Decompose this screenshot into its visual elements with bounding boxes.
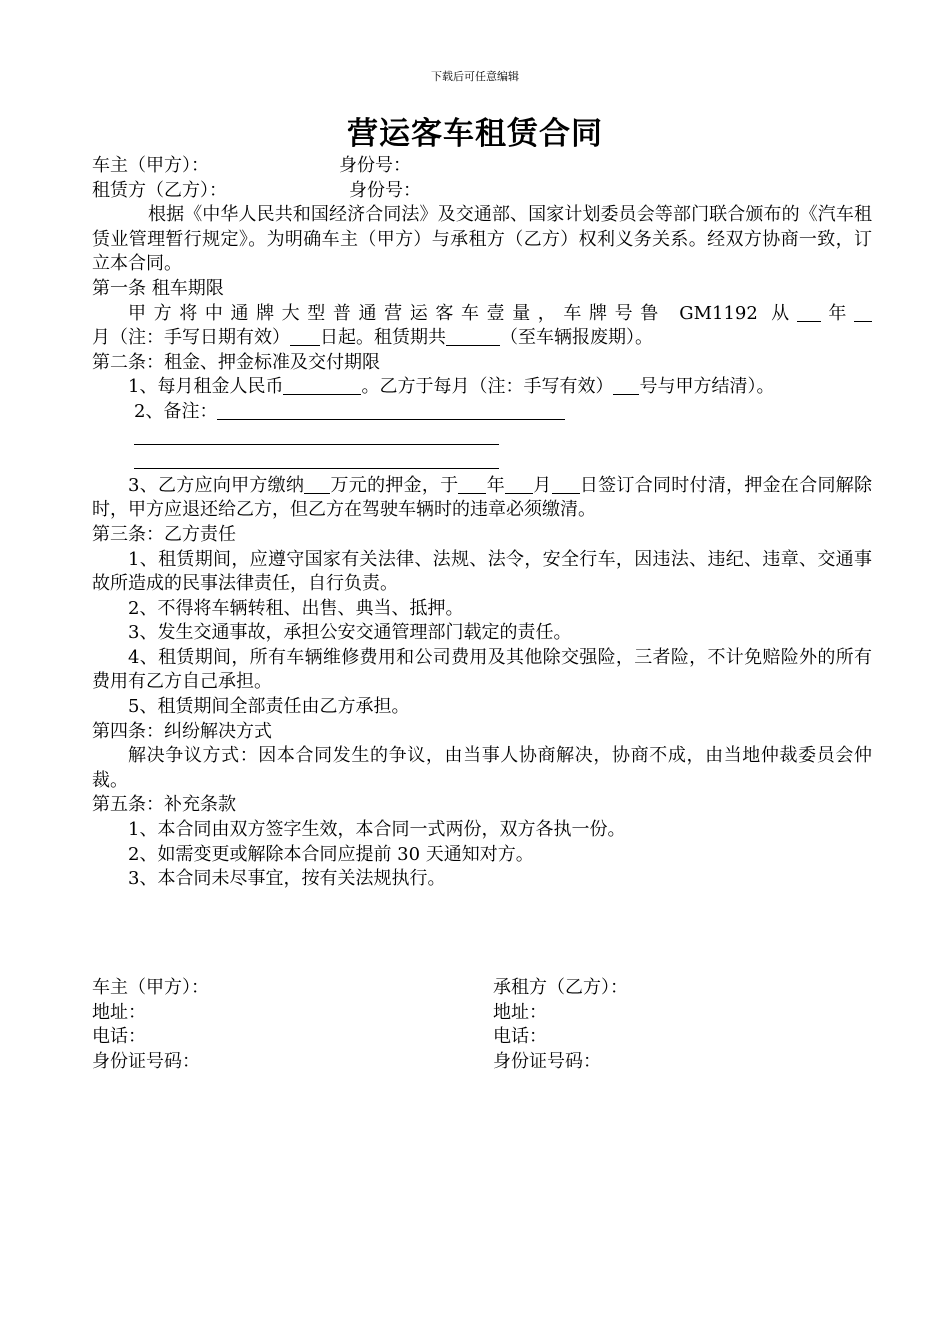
article2-item2	[134, 400, 872, 425]
lessee-address-label: 地址：	[493, 1001, 547, 1023]
lessee-phone-label: 电话：	[493, 1026, 547, 1047]
deposit-year-label: 年	[486, 474, 506, 496]
owner-id-number-label: 身份证号码：	[92, 1050, 200, 1072]
deposit-label: 3、乙方应向甲方缴纳	[128, 474, 305, 496]
article1-text-b: 年	[820, 302, 855, 324]
deposit-month-label: 月	[533, 474, 552, 496]
article5-item: 1、本合同由双方签字生效，本合同一式两份，双方各执一份。	[128, 819, 626, 841]
article1-text-d: 日起。租赁期共	[320, 327, 446, 349]
owner-signature	[92, 976, 209, 1074]
article1-paragraph	[92, 302, 872, 351]
pay-day-blank[interactable]	[613, 376, 639, 395]
deposit-text-end: 日签订合同时付清，押金在合同解除时，甲方应退还给乙方，但乙方在驾驶车辆时的违章必须缴清。	[92, 474, 873, 521]
deposit-month-blank[interactable]	[505, 475, 533, 494]
article1-text-c: 月（注：手写日期有效）	[92, 327, 290, 349]
document-title: 营运客车租赁合同	[347, 116, 603, 152]
article3-heading: 第三条：乙方责任	[92, 523, 236, 545]
remark-label: 2、备注：	[134, 400, 218, 422]
month-blank[interactable]	[854, 303, 872, 322]
lessee-label: 租赁方（乙方）：	[92, 179, 227, 201]
remark-blank-3[interactable]	[134, 450, 499, 469]
article4-heading: 第四条：纠纷解决方式	[92, 720, 272, 742]
owner-line	[92, 154, 872, 179]
lessee-id-number-label: 身份证号码：	[493, 1050, 601, 1072]
deposit-text: 万元的押金，于	[330, 474, 459, 496]
article5-item: 3、本合同未尽事宜，按有关法规执行。	[128, 868, 446, 890]
article1-heading: 第一条 租车期限	[92, 277, 224, 299]
remark-blank-1[interactable]	[217, 401, 565, 420]
rent-blank[interactable]	[283, 376, 361, 395]
article2-item3	[92, 474, 872, 523]
rent-text-end: 号与甲方结清）。	[639, 376, 775, 398]
period-blank[interactable]	[446, 327, 500, 346]
article3-item: 4、租赁期间，所有车辆维修费用和公司费用及其他除交强险，三者险，不计免赔险外的所有费用有乙方自己承担。	[92, 646, 872, 693]
article3-item: 5、租赁期间全部责任由乙方承担。	[128, 696, 410, 718]
lessee-party-label: 承租方（乙方）：	[493, 977, 628, 998]
article3-item: 1、租赁期间，应遵守国家有关法律、法规、法令，安全行车，因违法、违纪、违章、交通事故所造成的民事法律责任，自行负责。	[92, 548, 872, 595]
rent-label: 1、每月租金人民币	[128, 376, 284, 398]
owner-phone-label: 电话：	[92, 1026, 146, 1047]
article5-item: 2、如需变更或解除本合同应提前 30 天通知对方。	[128, 843, 534, 865]
deposit-blank[interactable]	[304, 475, 330, 494]
intro-paragraph: 根据《中华人民共和国经济合同法》及交通部、国家计划委员会等部门联合颁布的《汽车租赁业管理暂行规定》。为明确车主（甲方）与承租方（乙方）权利义务关系。经双方协商一致，订立本合同。	[92, 204, 872, 275]
remark-blank-2[interactable]	[134, 426, 499, 445]
remark-line-2	[134, 425, 872, 450]
deposit-year-blank[interactable]	[458, 475, 486, 494]
article4-text: 解决争议方式：因本合同发生的争议，由当事人协商解决，协商不成，由当地仲裁委员会仲裁。	[92, 745, 872, 791]
owner-label: 车主（甲方）：	[92, 155, 209, 176]
day-blank[interactable]	[290, 327, 320, 346]
article3-item: 3、发生交通事故，承担公安交通管理部门载定的责任。	[128, 622, 572, 644]
remark-line-3	[134, 449, 872, 474]
header-note: 下载后可任意编辑	[431, 70, 519, 83]
contract-body	[92, 154, 872, 892]
lessee-line	[92, 179, 872, 204]
owner-party-label: 车主（甲方）：	[92, 977, 209, 998]
article1-text-e: （至车辆报废期）。	[500, 327, 653, 349]
article3-item: 2、不得将车辆转租、出售、典当、抵押。	[128, 597, 464, 619]
owner-address-label: 地址：	[92, 1001, 146, 1023]
deposit-day-blank[interactable]	[552, 475, 580, 494]
rent-text: 。乙方于每月（注：手写有效）	[361, 376, 614, 398]
article2-item1	[92, 375, 872, 400]
owner-id-label: 身份号：	[339, 155, 411, 176]
article1-text-a: 甲方将中通牌大型普通营运客车壹量，车牌号鲁 GM1192 从	[128, 302, 797, 324]
lessee-signature	[493, 976, 628, 1074]
lessee-id-label: 身份号：	[349, 179, 421, 201]
year-blank[interactable]	[797, 303, 821, 322]
article2-heading: 第二条：租金、押金标准及交付期限	[92, 351, 380, 373]
article5-heading: 第五条：补充条款	[92, 794, 236, 816]
